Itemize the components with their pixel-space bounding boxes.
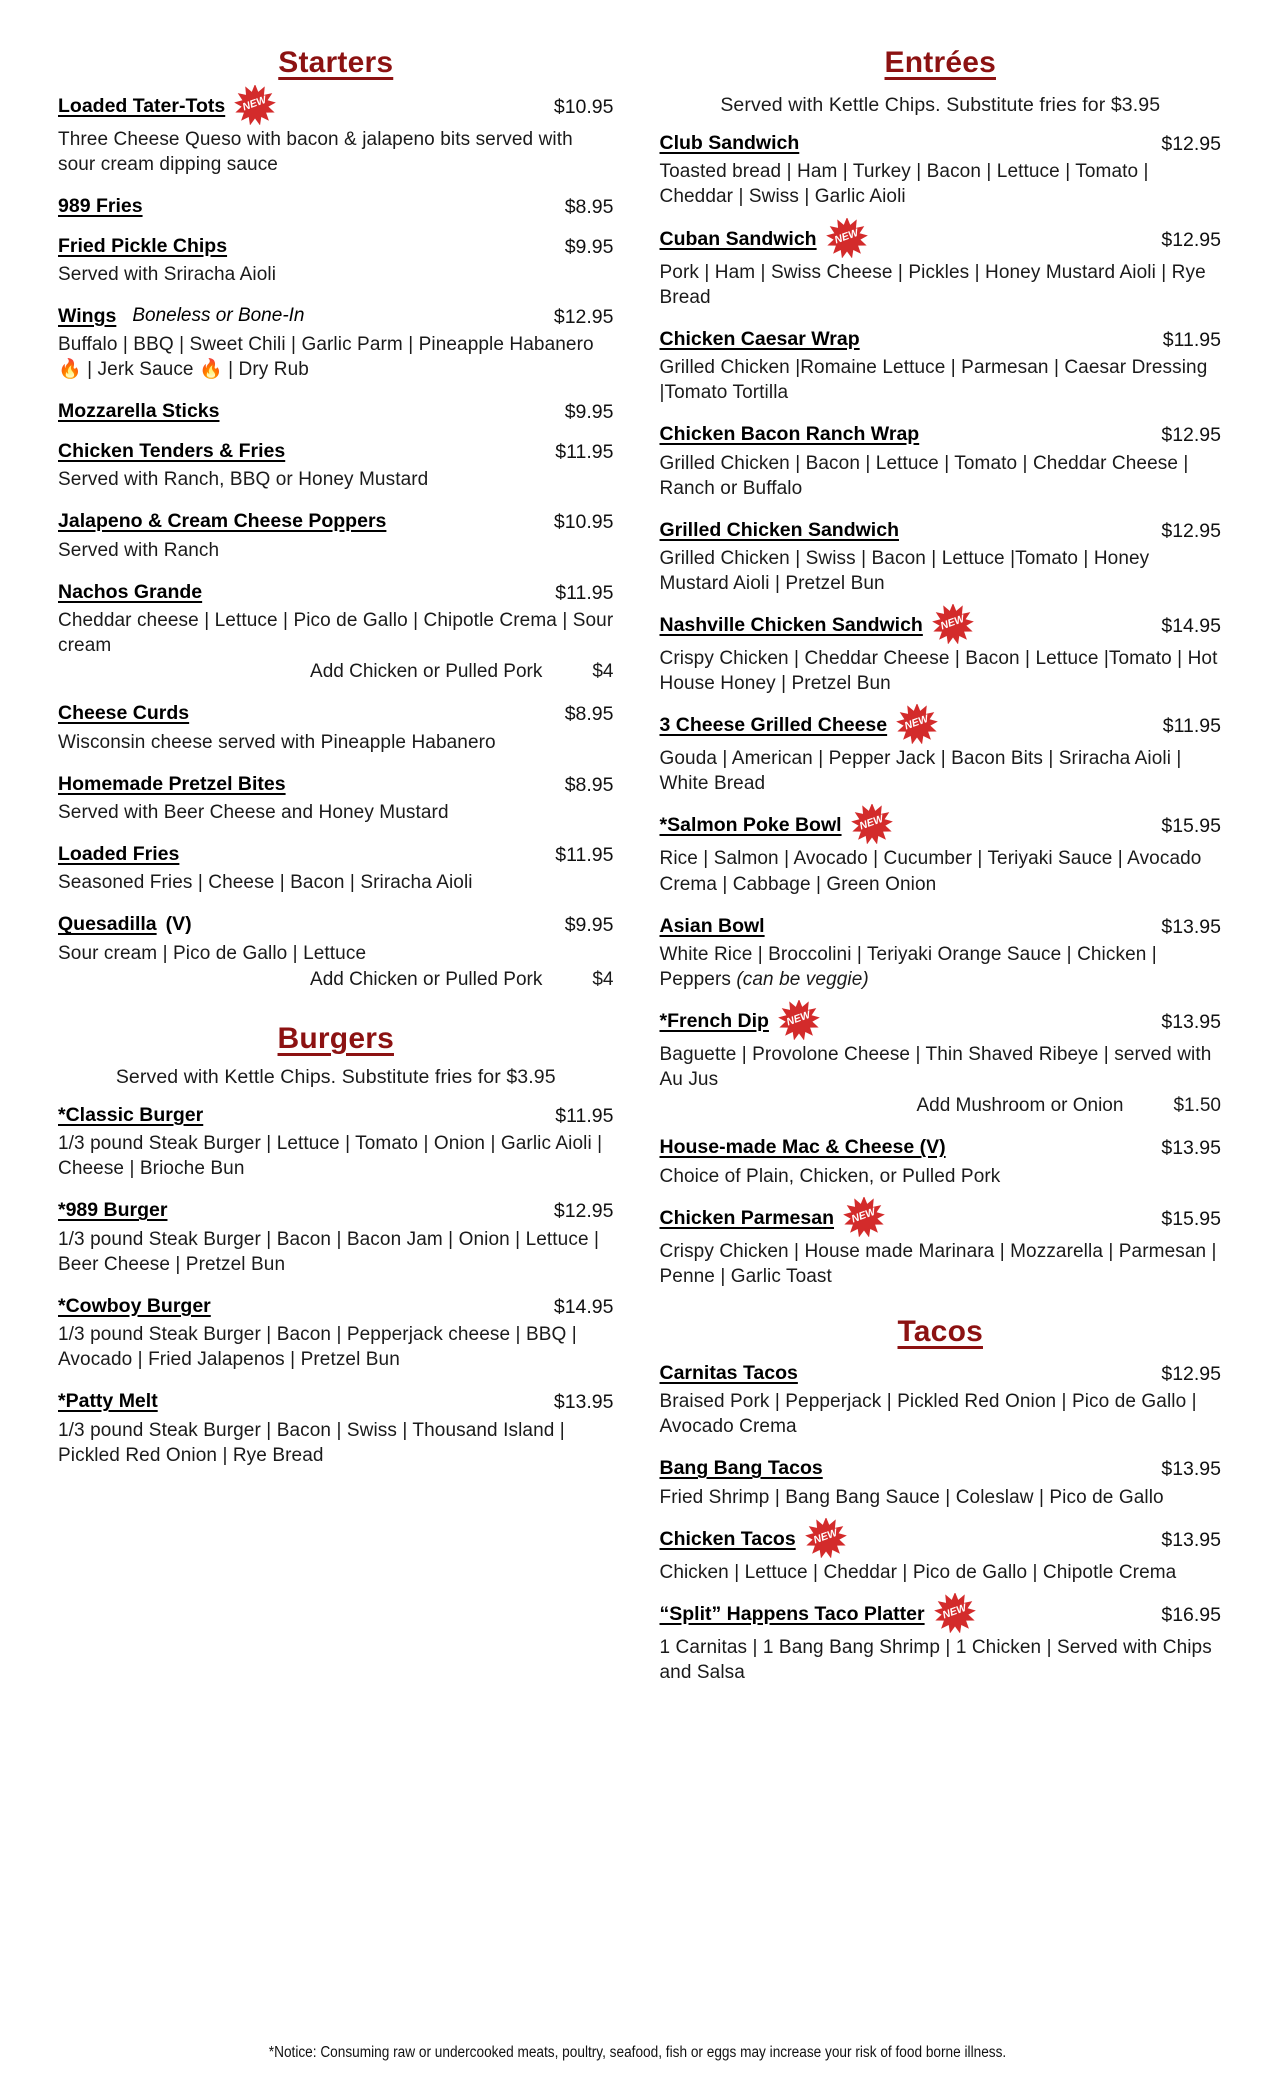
menu-item-description: Crispy Chicken | Cheddar Cheese | Bacon | Lettuce |Tomato | Hot House Honey | Pretzel Bun [659, 648, 1218, 695]
menu-item-name: *989 Burger [58, 1199, 168, 1222]
section-header-entrees [660, 46, 1222, 80]
menu-item-price: $14.95 [1161, 615, 1221, 638]
menu-item [660, 613, 1222, 696]
menu-item-description: Sour cream | Pico de Gallo | Lettuce [58, 942, 367, 964]
menu-item-description: Served with Ranch, BBQ or Honey Mustard [58, 469, 429, 491]
menu-item-header-row [660, 1135, 1222, 1161]
menu-item-name-group [660, 1009, 822, 1040]
menu-item-name-group [660, 1135, 946, 1159]
menu-item-addon-label: Add Chicken or Pulled Pork [310, 968, 543, 990]
menu-item-name: *Cowboy Burger [58, 1294, 211, 1317]
menu-item [58, 1389, 614, 1468]
svg-text:NEW: NEW [857, 813, 885, 833]
menu-item-description: Choice of Plain, Chicken, or Pulled Pork [659, 1165, 1001, 1187]
menu-item-price: $11.95 [555, 581, 614, 604]
menu-item [58, 772, 614, 825]
right-column [638, 46, 1236, 2100]
menu-item [58, 509, 614, 562]
menu-item-header-row [660, 422, 1222, 448]
section-header-tacos [660, 1315, 1222, 1349]
menu-item-header-row [660, 1206, 1222, 1237]
menu-item-name-group [660, 131, 800, 155]
menu-item-description: Wisconsin cheese served with Pineapple Habanero [58, 731, 496, 753]
menu-item-header-row [660, 131, 1222, 157]
menu-item-name-group [58, 772, 286, 796]
menu-item-header-row [660, 713, 1222, 744]
menu-item [660, 1135, 1222, 1188]
menu-item-name: Nachos Grande [58, 580, 203, 603]
menu-item-name-group [58, 234, 227, 258]
menu-item-header-row [660, 813, 1222, 844]
menu-item [660, 1009, 1222, 1118]
burgers-section-note: Served with Kettle Chips. Substitute fries for $3.95 [115, 1065, 556, 1088]
menu-item-description: Toasted bread | Ham | Turkey | Bacon | Lettuce | Tomato | Cheddar | Swiss | Garlic Aioli [659, 161, 1149, 208]
menu-item-price: $13.95 [1161, 1137, 1221, 1160]
menu-item-header-row [58, 94, 614, 125]
new-badge-icon [849, 804, 895, 844]
menu-item-price: $9.95 [564, 401, 614, 424]
menu-item-price: $13.95 [1161, 915, 1221, 938]
menu-item [58, 304, 614, 383]
menu-item-name: Chicken Tacos [659, 1527, 796, 1550]
menu-item-header-row [58, 1294, 614, 1320]
menu-item-name: Asian Bowl [659, 914, 765, 937]
burgers-item-list [58, 1103, 614, 1468]
menu-item-name-group [660, 1527, 849, 1558]
menu-item-header-row [660, 1456, 1222, 1482]
menu-item-description: Rice | Salmon | Avocado | Cucumber | Teriyaki Sauce | Avocado Crema | Cabbage | Green Onion [659, 848, 1202, 895]
menu-item-suffix: (V) [165, 913, 192, 936]
menu-item [58, 701, 614, 754]
menu-item-price: $12.95 [1161, 1362, 1221, 1385]
menu-item-price: $16.95 [1161, 1603, 1221, 1626]
menu-item-name-group [58, 1389, 158, 1413]
menu-item-name: Chicken Caesar Wrap [659, 327, 860, 350]
svg-text:NEW: NEW [940, 1601, 968, 1622]
menu-item-name-group [660, 1456, 823, 1480]
menu-item-description: Grilled Chicken | Swiss | Bacon | Lettuce |Tomato | Honey Mustard Aioli | Pretzel Bun [659, 548, 1150, 595]
menu-item-name-group [660, 422, 920, 446]
menu-item-header-row [58, 234, 614, 260]
new-badge-icon [776, 1000, 822, 1040]
svg-text:NEW: NEW [849, 1205, 878, 1226]
section-header-starters [58, 46, 614, 80]
svg-text:NEW: NEW [903, 713, 931, 733]
menu-item-price: $12.95 [553, 1200, 614, 1223]
menu-item-name-group [58, 439, 285, 463]
menu-item-description: Crispy Chicken | House made Marinara | Mozzarella | Parmesan | Penne | Garlic Toast [659, 1240, 1217, 1287]
menu-item-name-group [660, 327, 860, 351]
menu-item [58, 842, 614, 895]
menu-item-name-group [58, 580, 202, 604]
menu-item-price: $8.95 [564, 196, 614, 219]
menu-item [660, 518, 1222, 597]
menu-item-name-group [58, 1103, 203, 1127]
menu-item-name-group [660, 1361, 798, 1385]
menu-item-header-row [58, 1198, 614, 1224]
menu-item-description: Cheddar cheese | Lettuce | Pico de Gallo | Chipotle Crema | Sour cream [58, 609, 614, 657]
menu-item-header-row [58, 580, 614, 606]
menu-item-name-group [58, 194, 143, 218]
menu-item-addon-row [660, 1093, 1222, 1118]
menu-item-addon-price: $1.50 [1173, 1095, 1221, 1117]
menu-item-name: Carnitas Tacos [659, 1361, 798, 1384]
new-badge-icon [824, 218, 870, 258]
menu-item-price: $15.95 [1161, 1207, 1221, 1230]
section-header-burgers [58, 1022, 614, 1056]
menu-item-price: $10.95 [553, 511, 614, 534]
svg-text:NEW: NEW [832, 226, 860, 246]
menu-item-header-row [660, 1527, 1222, 1558]
menu-item-name-group [660, 713, 941, 744]
menu-item-price: $14.95 [553, 1295, 614, 1318]
new-badge-icon [841, 1197, 887, 1237]
menu-item-price: $9.95 [564, 914, 614, 937]
menu-item-description: 1/3 pound Steak Burger | Bacon | Pepperjack cheese | BBQ | Avocado | Fried Jalapenos | Pretzel Bun [58, 1324, 577, 1371]
menu-item [660, 327, 1222, 406]
menu-item-header-row [660, 613, 1222, 644]
menu-item-header-row [58, 1103, 614, 1129]
menu-item-description: Served with Ranch [58, 539, 220, 561]
new-badge-icon [232, 85, 278, 125]
menu-item-name: *Classic Burger [58, 1103, 204, 1126]
left-column [40, 46, 638, 2100]
entrees-section-note: Served with Kettle Chips. Substitute fries for $3.95 [720, 94, 1161, 116]
menu-item-description: Grilled Chicken |Romaine Lettuce | Parmesan | Caesar Dressing |Tomato Tortilla [659, 357, 1208, 404]
menu-item-price: $12.95 [1161, 519, 1221, 542]
menu-item [58, 912, 614, 992]
menu-item-header-row [58, 399, 614, 425]
menu-item-name: “Split” Happens Taco Platter [659, 1602, 925, 1625]
menu-item-description: Served with Sriracha Aioli [58, 263, 277, 285]
svg-text:NEW: NEW [938, 612, 966, 633]
menu-item-name-group [58, 509, 386, 533]
menu-item-price: $13.95 [553, 1391, 614, 1414]
menu-item [660, 131, 1222, 210]
entrees-item-list [660, 131, 1222, 1289]
menu-item-name: Club Sandwich [659, 132, 800, 154]
menu-item [660, 813, 1222, 896]
menu-item [58, 1294, 614, 1373]
menu-item [660, 422, 1222, 501]
menu-item-header-row [660, 914, 1222, 940]
menu-item-header-row [660, 1009, 1222, 1040]
menu-item-description: 1/3 pound Steak Burger | Bacon | Swiss | Thousand Island | Pickled Red Onion | Rye Bread [58, 1419, 565, 1466]
menu-item-description: Three Cheese Queso with bacon & jalapeno bits served with sour cream dipping sauce [58, 129, 573, 176]
menu-item-price: $13.95 [1161, 1458, 1221, 1481]
menu-item-name-group [58, 912, 192, 936]
tacos-item-list [660, 1361, 1222, 1685]
menu-item-description: Buffalo | BBQ | Sweet Chili | Garlic Parm | Pineapple Habanero 🔥 | Jerk Sauce 🔥 | Dry Rub [58, 334, 594, 381]
menu-item-name: Quesadilla [58, 913, 157, 936]
menu-item-header-row [660, 327, 1222, 353]
menu-item-name: *French Dip [659, 1010, 769, 1033]
menu-item-name: Chicken Tenders & Fries [58, 439, 286, 462]
menu-item-description: Gouda | American | Pepper Jack | Bacon Bits | Sriracha Aioli | White Bread [659, 748, 1182, 795]
menu-item-description: Chicken | Lettuce | Cheddar | Pico de Gallo | Chipotle Crema [659, 1561, 1177, 1583]
menu-item-description: 1 Carnitas | 1 Bang Bang Shrimp | 1 Chicken | Served with Chips and Salsa [659, 1636, 1212, 1684]
menu-item-name: Chicken Parmesan [659, 1206, 835, 1229]
menu-item-header-row [58, 912, 614, 938]
menu-item-header-row [58, 439, 614, 465]
menu-item [58, 94, 614, 177]
menu-item-header-row [58, 842, 614, 868]
menu-item [660, 1602, 1222, 1685]
menu-item-description-italic: (can be veggie) [736, 969, 869, 991]
menu-item-header-row [58, 701, 614, 727]
menu-item-price: $12.95 [1161, 424, 1221, 447]
menu-item-header-row [660, 518, 1222, 544]
menu-item-name-group [660, 227, 870, 258]
menu-item [58, 1198, 614, 1277]
menu-item-description: White Rice | Broccolini | Teriyaki Orange Sauce | Chicken | Peppers (can be veggie) [659, 943, 1157, 991]
menu-item-name: 989 Fries [58, 195, 143, 218]
menu-item-subtitle: Boneless or Bone-In [132, 304, 305, 326]
menu-item-name: *Salmon Poke Bowl [659, 814, 842, 837]
menu-item-name-group [58, 1294, 211, 1318]
menu-item-price: $11.95 [1162, 715, 1221, 738]
new-badge-icon [930, 604, 976, 644]
menu-item-header-row [660, 1602, 1222, 1633]
menu-item-description: Braised Pork | Pepperjack | Pickled Red Onion | Pico de Gallo | Avocado Crema [659, 1391, 1197, 1438]
menu-item-header-row [58, 509, 614, 535]
menu-item-header-row [58, 194, 614, 220]
menu-item [58, 234, 614, 287]
menu-item-price: $11.95 [555, 844, 614, 867]
menu-item-header-row [660, 227, 1222, 258]
menu-item-price: $15.95 [1161, 815, 1221, 838]
menu-item [660, 227, 1222, 310]
menu-item-name: Fried Pickle Chips [58, 234, 228, 257]
menu-item-name: *Patty Melt [58, 1390, 158, 1413]
svg-text:NEW: NEW [784, 1008, 812, 1029]
menu-item [58, 580, 614, 685]
menu-item [58, 399, 614, 425]
menu-item-name: Loaded Tater-Tots [58, 95, 226, 117]
menu-item-description: Baguette | Provolone Cheese | Thin Shaved Ribeye | served with Au Jus [659, 1044, 1212, 1091]
menu-item-description: Served with Beer Cheese and Honey Mustard [58, 801, 449, 823]
section-title-burgers: Burgers [277, 1021, 394, 1055]
menu-item-name: Jalapeno & Cream Cheese Poppers [58, 510, 387, 533]
menu-item-name: Bang Bang Tacos [659, 1457, 823, 1480]
menu-item-price: $12.95 [553, 305, 614, 328]
menu-item [660, 1456, 1222, 1509]
menu-item-price: $13.95 [1161, 1011, 1221, 1034]
menu-item-name: Wings [58, 304, 117, 327]
menu-item-header-row [58, 1389, 614, 1415]
menu-item [660, 1527, 1222, 1585]
menu-item-name-group [660, 1206, 888, 1237]
menu-item-description: Fried Shrimp | Bang Bang Sauce | Coleslaw | Pico de Gallo [659, 1486, 1164, 1508]
menu-item-price: $9.95 [564, 235, 614, 258]
menu-item-name-group [660, 613, 976, 644]
menu-item-header-row [58, 304, 614, 330]
menu-item-addon-price: $4 [592, 661, 614, 683]
menu-item-name: Cuban Sandwich [659, 227, 817, 250]
menu-item-name: Chicken Bacon Ranch Wrap [659, 423, 920, 446]
menu-item-description: 1/3 pound Steak Burger | Bacon | Bacon Jam | Onion | Lettuce | Beer Cheese | Pretzel Bun [58, 1228, 600, 1275]
menu-item-price: $8.95 [564, 773, 614, 796]
new-badge-icon [932, 1593, 978, 1633]
new-badge-icon [894, 704, 940, 744]
menu-item-name: Mozzarella Sticks [58, 400, 220, 423]
menu-item-header-row [660, 1361, 1222, 1387]
menu-item-name: Grilled Chicken Sandwich [659, 518, 899, 541]
menu-item [660, 914, 1222, 993]
menu-item-addon-row [58, 967, 614, 992]
menu-item-addon-label: Add Mushroom or Onion [916, 1095, 1124, 1117]
section-title-starters: Starters [278, 46, 394, 79]
menu-item-price: $10.95 [553, 96, 614, 118]
svg-text:NEW: NEW [241, 93, 269, 114]
menu-item-name: House-made Mac & Cheese (V) [659, 1136, 946, 1159]
starters-item-list [58, 94, 614, 992]
menu-item [660, 713, 1222, 796]
svg-text:NEW: NEW [811, 1526, 839, 1547]
menu-item [58, 439, 614, 492]
menu-item-description: Pork | Ham | Swiss Cheese | Pickles | Honey Mustard Aioli | Rye Bread [659, 261, 1206, 308]
menu-item-description: Seasoned Fries | Cheese | Bacon | Sriracha Aioli [58, 872, 473, 894]
menu-item-price: $11.95 [555, 1104, 614, 1127]
menu-item-name-group [660, 1602, 978, 1633]
section-title-entrees: Entrées [884, 46, 996, 79]
menu-item-price: $11.95 [555, 440, 614, 463]
menu-item-price: $11.95 [1162, 328, 1221, 351]
menu-item-name-group [58, 1198, 167, 1222]
menu-item-price: $13.95 [1161, 1528, 1221, 1551]
menu-item-description: 1/3 pound Steak Burger | Lettuce | Tomato | Onion | Garlic Aioli | Cheese | Brioche Bun [58, 1133, 603, 1180]
menu-item-addon-price: $4 [592, 968, 614, 990]
menu-item-name: Nashville Chicken Sandwich [659, 614, 923, 637]
menu-item-name: Loaded Fries [58, 843, 180, 866]
menu-item-price: $12.95 [1161, 133, 1221, 155]
menu-item-name: Cheese Curds [58, 702, 190, 725]
new-badge-icon [803, 1518, 849, 1558]
menu-item-name-group [58, 842, 179, 866]
section-title-tacos: Tacos [897, 1314, 983, 1348]
menu-item-name: 3 Cheese Grilled Cheese [659, 714, 888, 737]
menu-item-price: $12.95 [1161, 228, 1221, 251]
menu-item-name-group [660, 518, 899, 542]
menu-item-name: Homemade Pretzel Bites [58, 772, 286, 795]
footer-notice: *Notice: Consuming raw or undercooked meats, poultry, seafood, fish or eggs may increase your risk of food borne illness. [268, 2044, 1007, 2061]
menu-item-name-group [58, 701, 189, 725]
menu-item [58, 1103, 614, 1182]
menu-item-addon-row [58, 659, 614, 684]
menu-item-name-group [58, 399, 219, 423]
menu-item [660, 1206, 1222, 1289]
menu-item-addon-label: Add Chicken or Pulled Pork [310, 661, 543, 683]
menu-item-header-row [58, 772, 614, 798]
menu-item [58, 194, 614, 220]
menu-item-description: Grilled Chicken | Bacon | Lettuce | Tomato | Cheddar Cheese | Ranch or Buffalo [659, 452, 1189, 499]
menu-item-price: $8.95 [564, 703, 614, 726]
menu-item-name-group [58, 94, 278, 125]
menu-item-name-group [58, 304, 305, 329]
menu-item-name-group [660, 914, 765, 938]
menu-item-name-group [660, 813, 895, 844]
menu-item [660, 1361, 1222, 1440]
